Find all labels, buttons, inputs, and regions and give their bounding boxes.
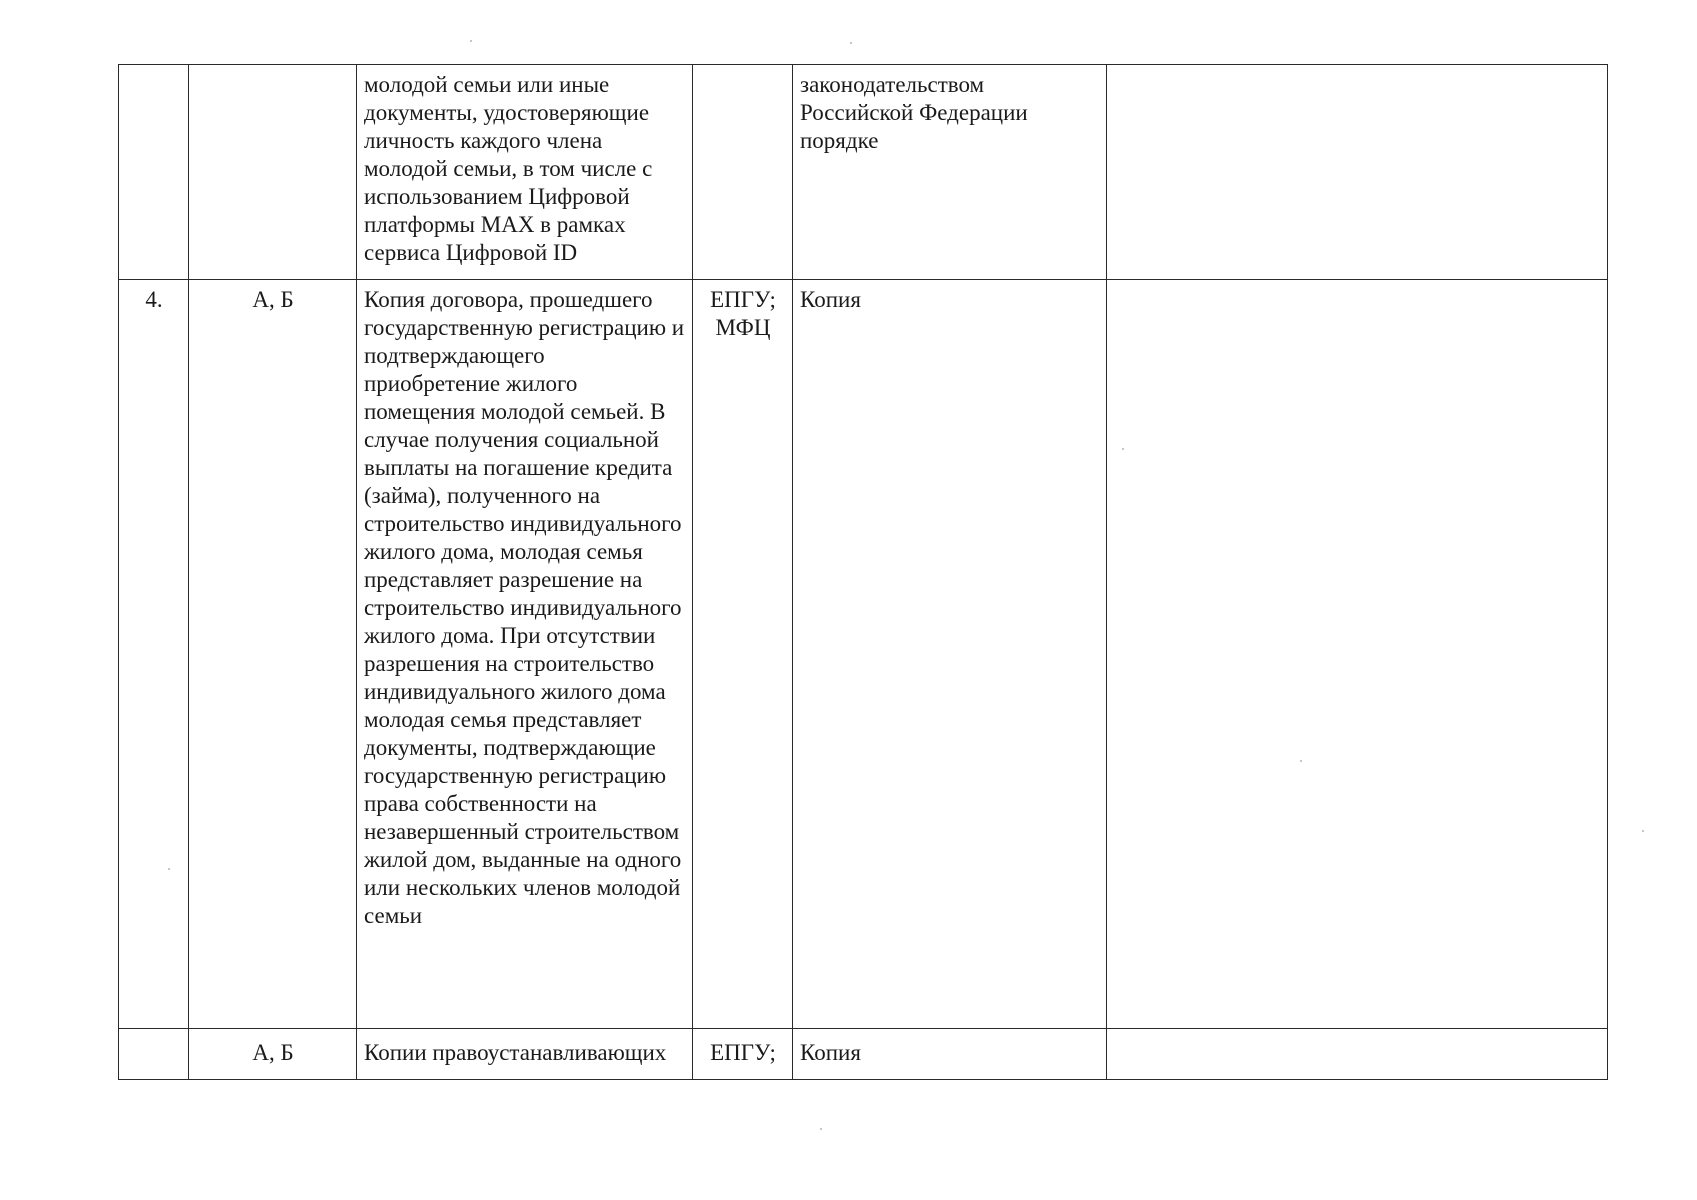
cell-number: 4. [119,280,189,1029]
cell-categories [189,65,357,280]
scan-speck [1122,448,1124,450]
cell-document: Копия договора, прошедшего государственную регистрацию и подтверждающего приобретение жилого помещения молодой семьей. В случае получения социальной выплаты на погашение кредита (займа), полученного на строительство индивидуального жилого дома, молодая семья представляет разрешение на строительство индивидуального жилого дома. При отсутствии разрешения на строительство индивидуального жилого дома молодая семья представляет документы, подтверждающие государственную регистрацию права собственности на незавершенный строительством жилой дом, выданные на одного или нескольких членов молодой семьи [357,280,693,1029]
cell-channel [693,65,793,280]
cell-document: молодой семьи или иные документы, удостоверяющие личность каждого члена молодой семьи, в том числе с использованием Цифровой платформы MAX в рамках сервиса Цифровой ID [357,65,693,280]
cell-categories: А, Б [189,280,357,1029]
cell-note [1107,65,1608,280]
table-row [119,1029,1608,1080]
channel-line: ЕПГУ; [710,1040,776,1065]
scan-speck [850,42,852,44]
scan-speck [820,1128,822,1130]
cell-form: Копия [793,1029,1107,1080]
scan-speck [470,40,472,42]
cell-document: Копии правоустанавливающих [357,1029,693,1080]
channel-line: МФЦ [715,315,771,340]
cell-note [1107,280,1608,1029]
scan-speck [1642,830,1644,832]
scan-speck [168,868,170,870]
cell-channel [693,280,793,1029]
table-row [119,280,1608,1029]
cell-number [119,65,189,280]
scan-speck [1300,760,1302,762]
cell-categories: А, Б [189,1029,357,1080]
table-row [119,65,1608,280]
documents-table [118,64,1608,1080]
cell-channel [693,1029,793,1080]
cell-form: Копия [793,280,1107,1029]
channel-line: ЕПГУ; [710,287,776,312]
cell-number [119,1029,189,1080]
cell-form: законодательством Российской Федерации порядке [793,65,1107,280]
cell-note [1107,1029,1608,1080]
